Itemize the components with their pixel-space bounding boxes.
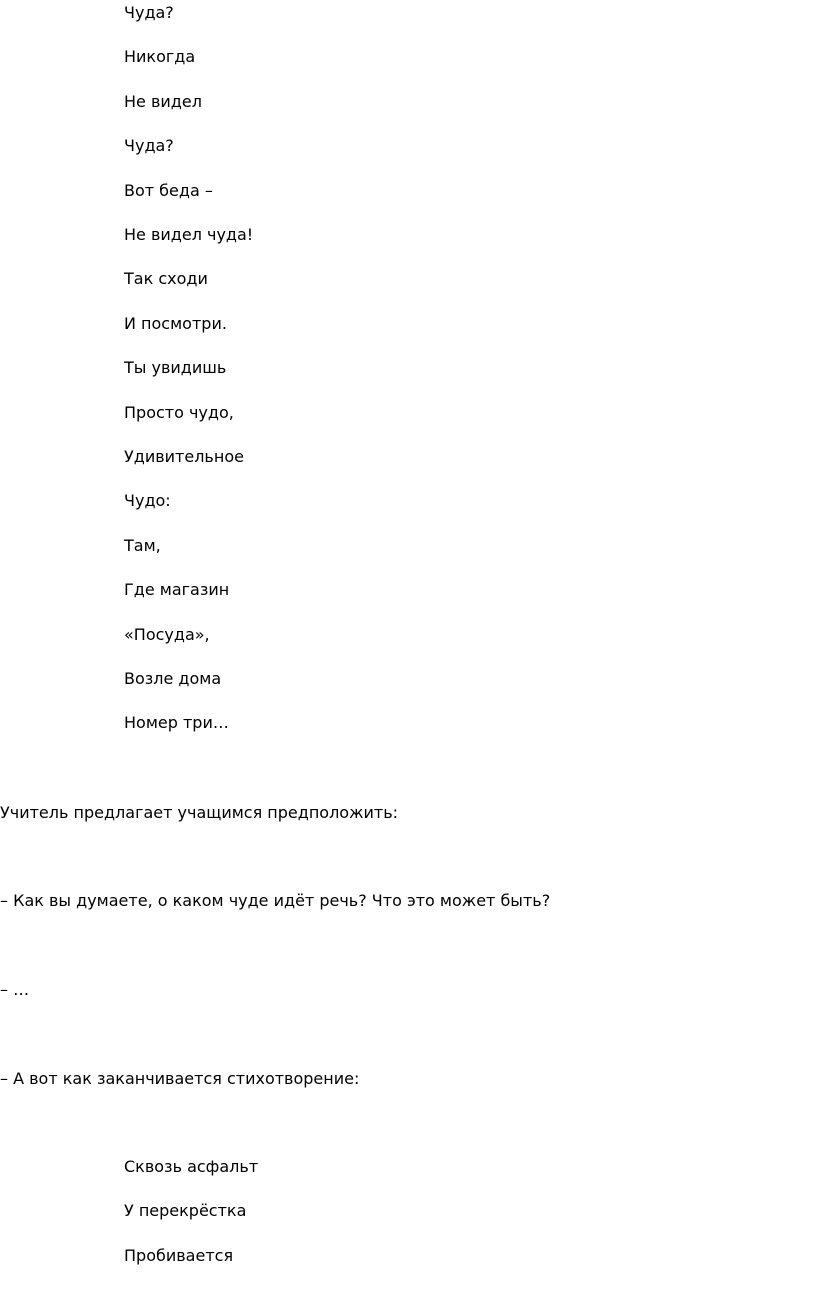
verse-line: Удивительное bbox=[124, 447, 244, 466]
verse-line: Так сходи bbox=[124, 269, 208, 288]
question-line: – Как вы думаете, о каком чуде идёт речь? Что это может быть? bbox=[0, 891, 551, 910]
verse-line: У перекрёстка bbox=[124, 1201, 247, 1220]
verse-line: Не видел bbox=[124, 92, 202, 111]
verse-line: Чуда? bbox=[124, 136, 174, 155]
verse-line: «Посуда», bbox=[124, 625, 210, 644]
ending-intro: – А вот как заканчивается стихотворение: bbox=[0, 1069, 360, 1088]
verse-line: Номер три… bbox=[124, 713, 229, 732]
verse-line: Просто чудо, bbox=[124, 403, 234, 422]
verse-line: Не видел чуда! bbox=[124, 225, 254, 244]
teacher-prompt: Учитель предлагает учащимся предположить: bbox=[0, 803, 399, 822]
verse-line: Возле дома bbox=[124, 669, 222, 688]
verse-line: Сквозь асфальт bbox=[124, 1157, 259, 1176]
verse-line: Чуда? bbox=[124, 3, 174, 22]
verse-line: Ты увидишь bbox=[124, 358, 227, 377]
verse-line: Никогда bbox=[124, 47, 196, 66]
verse-line: Там, bbox=[124, 536, 161, 555]
verse-line: Чудо: bbox=[124, 491, 171, 510]
verse-line: Где магазин bbox=[124, 580, 230, 599]
verse-line: И посмотри. bbox=[124, 314, 227, 333]
answer-placeholder: – … bbox=[0, 980, 30, 999]
verse-line: Пробивается bbox=[124, 1246, 234, 1265]
verse-line: Вот беда – bbox=[124, 181, 213, 200]
